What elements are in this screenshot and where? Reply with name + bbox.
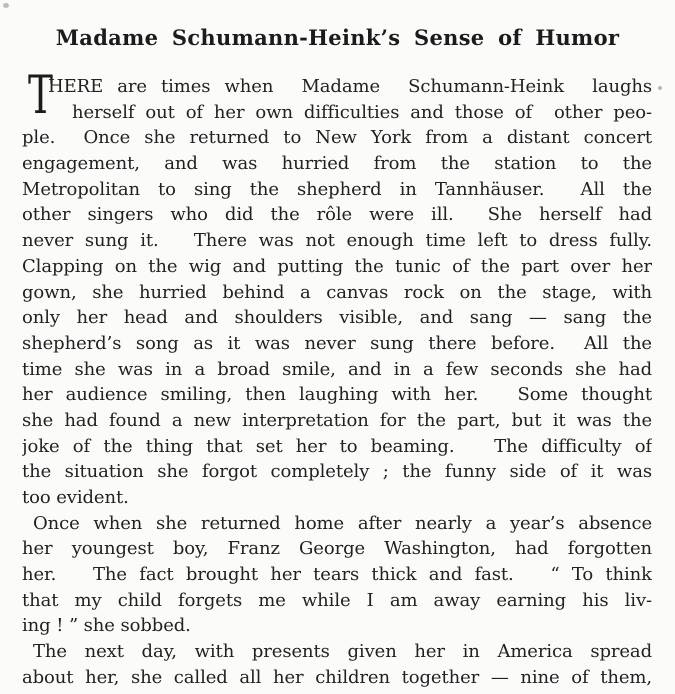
- scan-speck: [3, 3, 9, 8]
- text-line: Clapping on the wig and putting the tunic of the part over her: [22, 255, 652, 277]
- text-line: the situation she forgot completely ; the funny side of it was: [22, 461, 652, 483]
- page-title: Madame Schumann-Heink’s Sense of Humor: [55, 25, 620, 50]
- text-line: gown, she hurried behind a canvas rock on the stage, with: [22, 281, 652, 303]
- text-line: her audience smiling, then laughing with her. Some thought: [22, 384, 652, 406]
- text-line: she had found a new interpretation for the part, but it was the: [22, 409, 652, 431]
- text-line: shepherd’s song as it was never sung there before. All the: [22, 332, 652, 354]
- text-line: her youngest boy, Franz George Washington, had forgotten: [22, 538, 652, 560]
- text-line: joke of the thing that set her to beaming. The difficulty of: [22, 435, 652, 457]
- text-line: Metropolitan to sing the shepherd in Tannhäuser. All the: [22, 178, 652, 200]
- scan-speck: [658, 86, 662, 90]
- text-line: never sung it. There was not enough time left to dress fully.: [22, 230, 652, 252]
- text-line: engagement, and was hurried from the station to the: [22, 153, 652, 175]
- text-line: too evident.: [22, 487, 129, 508]
- text-line: that my child forgets me while I am away earning his liv-: [22, 589, 652, 611]
- text-line: ple. Once she returned to New York from a distant concert: [22, 127, 652, 149]
- text-line: herself out of her own difficulties and those of other peo-: [72, 101, 652, 123]
- text-line: ing ! ” she sobbed.: [22, 615, 191, 637]
- text-line: Once when she returned home after nearly a year’s absence: [33, 512, 652, 534]
- text-line: only her head and shoulders visible, and sang — sang the: [22, 307, 652, 329]
- text-line: about her, she called all her children together — nine of them,: [22, 666, 652, 688]
- drop-cap-letter: T: [28, 66, 53, 126]
- text-line: The next day, with presents given her in America spread: [33, 641, 652, 663]
- text-line: her. The fact brought her tears thick and fast. “ To think: [22, 564, 652, 586]
- text-line: time she was in a broad smile, and in a few seconds she had: [22, 358, 652, 380]
- text-line: other singers who did the rôle were ill. She herself had: [22, 204, 652, 226]
- text-line: HERE are times when Madame Schumann-Heink laughs: [48, 76, 652, 97]
- article-body: [22, 74, 652, 691]
